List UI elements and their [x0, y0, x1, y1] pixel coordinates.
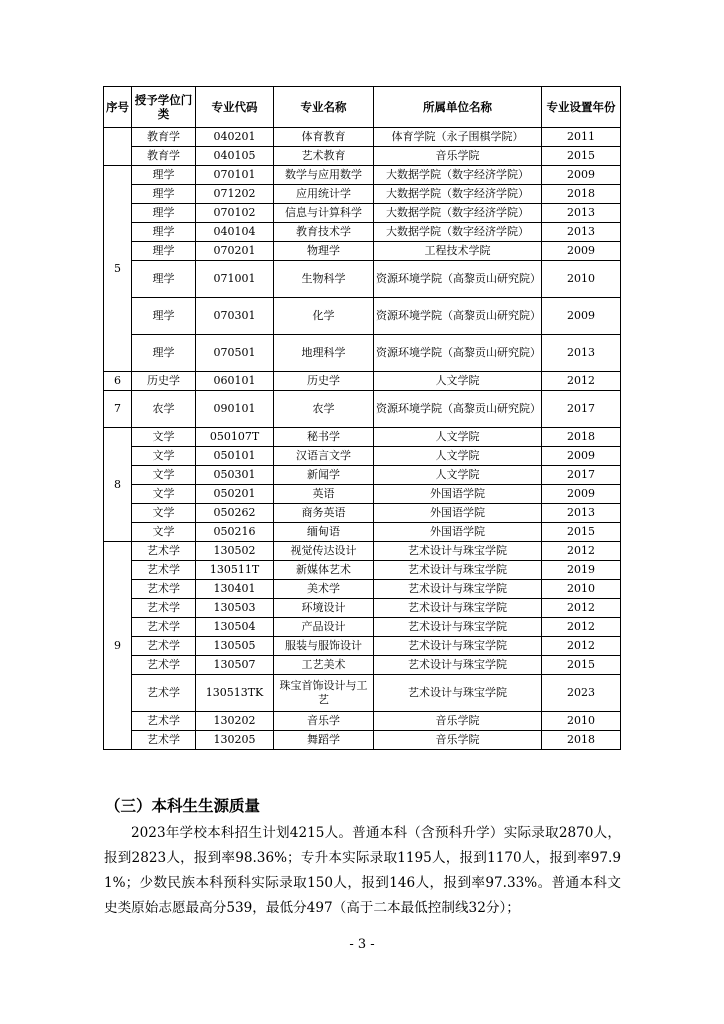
cell-year: 2009	[542, 298, 621, 335]
cell-seq: 6	[104, 372, 132, 391]
cell-unit-name: 人文学院	[374, 447, 542, 466]
cell-major-name: 秘书学	[274, 428, 374, 447]
cell-unit-name: 大数据学院（数字经济学院）	[374, 204, 542, 223]
cell-year: 2010	[542, 261, 621, 298]
table-row	[104, 185, 621, 204]
cell-unit-name: 艺术设计与珠宝学院	[374, 599, 542, 618]
cell-year: 2015	[542, 656, 621, 675]
header-seq: 序号	[104, 87, 132, 128]
cell-year: 2012	[542, 618, 621, 637]
table-body	[104, 128, 621, 750]
cell-degree-category: 历史学	[132, 372, 196, 391]
cell-unit-name: 艺术设计与珠宝学院	[374, 675, 542, 712]
cell-degree-category: 文学	[132, 466, 196, 485]
table-row	[104, 712, 621, 731]
cell-major-code: 130205	[196, 731, 274, 750]
header-year-established: 专业设置年份	[542, 87, 621, 128]
table-row	[104, 372, 621, 391]
table-row	[104, 447, 621, 466]
cell-major-name: 新媒体艺术	[274, 561, 374, 580]
table-row	[104, 428, 621, 447]
cell-degree-category: 理学	[132, 298, 196, 335]
cell-year: 2012	[542, 637, 621, 656]
table-row	[104, 261, 621, 298]
cell-major-name: 工艺美术	[274, 656, 374, 675]
cell-degree-category: 艺术学	[132, 542, 196, 561]
cell-unit-name: 工程技术学院	[374, 242, 542, 261]
cell-seq: 5	[104, 166, 132, 372]
cell-degree-category: 理学	[132, 204, 196, 223]
cell-major-code: 071202	[196, 185, 274, 204]
cell-major-code: 130505	[196, 637, 274, 656]
cell-major-name: 音乐学	[274, 712, 374, 731]
section-paragraph: 2023年学校本科招生计划4215人。普通本科（含预科升学）实际录取2870人，报到2823人，报到率98.36%；专升本实际录取1195人，报到1170人，报到率97.91%；少数民族本科预科实际录取150人，报到146人，报到率97.33%。普通本科文史类原始志愿最高分539，最低分497（高于二本最低控制线32分）；	[104, 825, 621, 916]
cell-major-code: 050262	[196, 504, 274, 523]
table-row	[104, 599, 621, 618]
cell-degree-category: 教育学	[132, 147, 196, 166]
cell-major-code: 060101	[196, 372, 274, 391]
cell-unit-name: 艺术设计与珠宝学院	[374, 637, 542, 656]
cell-year: 2017	[542, 466, 621, 485]
table-row	[104, 298, 621, 335]
cell-degree-category: 艺术学	[132, 656, 196, 675]
table-row	[104, 561, 621, 580]
majors-table	[103, 86, 621, 750]
cell-major-code: 070102	[196, 204, 274, 223]
header-unit-name: 所属单位名称	[374, 87, 542, 128]
cell-unit-name: 人文学院	[374, 428, 542, 447]
cell-major-code: 130401	[196, 580, 274, 599]
cell-major-name: 新闻学	[274, 466, 374, 485]
cell-unit-name: 音乐学院	[374, 731, 542, 750]
table-row	[104, 618, 621, 637]
cell-major-code: 050301	[196, 466, 274, 485]
cell-year: 2013	[542, 204, 621, 223]
cell-year: 2013	[542, 504, 621, 523]
cell-major-name: 产品设计	[274, 618, 374, 637]
cell-major-name: 生物科学	[274, 261, 374, 298]
page-number: - 3 -	[349, 937, 375, 952]
cell-degree-category: 理学	[132, 185, 196, 204]
cell-unit-name: 资源环境学院（高黎贡山研究院）	[374, 298, 542, 335]
cell-major-code: 130202	[196, 712, 274, 731]
cell-unit-name: 艺术设计与珠宝学院	[374, 618, 542, 637]
cell-major-code: 050201	[196, 485, 274, 504]
cell-unit-name: 体育学院（永子围棋学院）	[374, 128, 542, 147]
table-row	[104, 675, 621, 712]
cell-unit-name: 外国语学院	[374, 485, 542, 504]
header-major-name: 专业名称	[274, 87, 374, 128]
cell-unit-name: 资源环境学院（高黎贡山研究院）	[374, 335, 542, 372]
cell-degree-category: 艺术学	[132, 731, 196, 750]
cell-major-name: 地理科学	[274, 335, 374, 372]
cell-unit-name: 音乐学院	[374, 147, 542, 166]
cell-degree-category: 文学	[132, 504, 196, 523]
cell-year: 2010	[542, 712, 621, 731]
cell-seq: 9	[104, 542, 132, 750]
cell-unit-name: 外国语学院	[374, 504, 542, 523]
cell-year: 2010	[542, 580, 621, 599]
cell-degree-category: 艺术学	[132, 580, 196, 599]
cell-major-code: 050107T	[196, 428, 274, 447]
cell-degree-category: 文学	[132, 428, 196, 447]
table-row	[104, 523, 621, 542]
cell-major-code: 040104	[196, 223, 274, 242]
cell-major-name: 信息与计算科学	[274, 204, 374, 223]
table-row	[104, 542, 621, 561]
cell-year: 2009	[542, 166, 621, 185]
cell-major-name: 化学	[274, 298, 374, 335]
cell-degree-category: 文学	[132, 447, 196, 466]
table-row	[104, 580, 621, 599]
table-row	[104, 147, 621, 166]
cell-year: 2018	[542, 731, 621, 750]
cell-major-name: 物理学	[274, 242, 374, 261]
cell-degree-category: 理学	[132, 166, 196, 185]
table-row	[104, 466, 621, 485]
cell-major-name: 美术学	[274, 580, 374, 599]
section-heading: （三）本科生生源质量	[105, 797, 261, 815]
cell-year: 2017	[542, 391, 621, 428]
cell-degree-category: 理学	[132, 335, 196, 372]
cell-major-name: 珠宝首饰设计与工艺	[274, 675, 374, 712]
cell-unit-name: 人文学院	[374, 466, 542, 485]
cell-year: 2018	[542, 185, 621, 204]
header-major-code: 专业代码	[196, 87, 274, 128]
cell-major-code: 130502	[196, 542, 274, 561]
table-row	[104, 656, 621, 675]
cell-major-code: 040105	[196, 147, 274, 166]
cell-year: 2012	[542, 599, 621, 618]
table-row	[104, 391, 621, 428]
cell-unit-name: 艺术设计与珠宝学院	[374, 656, 542, 675]
table-row	[104, 504, 621, 523]
cell-unit-name: 艺术设计与珠宝学院	[374, 542, 542, 561]
cell-degree-category: 艺术学	[132, 561, 196, 580]
table-row	[104, 242, 621, 261]
cell-major-name: 舞蹈学	[274, 731, 374, 750]
cell-year: 2011	[542, 128, 621, 147]
table-row	[104, 128, 621, 147]
cell-degree-category: 农学	[132, 391, 196, 428]
cell-unit-name: 资源环境学院（高黎贡山研究院）	[374, 391, 542, 428]
cell-degree-category: 艺术学	[132, 618, 196, 637]
cell-major-code: 071001	[196, 261, 274, 298]
cell-degree-category: 艺术学	[132, 599, 196, 618]
cell-major-code: 070101	[196, 166, 274, 185]
cell-major-name: 缅甸语	[274, 523, 374, 542]
cell-major-name: 历史学	[274, 372, 374, 391]
cell-unit-name: 大数据学院（数字经济学院）	[374, 185, 542, 204]
cell-seq	[104, 128, 132, 166]
cell-major-code: 130504	[196, 618, 274, 637]
cell-year: 2009	[542, 242, 621, 261]
cell-unit-name: 人文学院	[374, 372, 542, 391]
table-row	[104, 223, 621, 242]
cell-degree-category: 理学	[132, 261, 196, 298]
cell-major-name: 教育技术学	[274, 223, 374, 242]
cell-degree-category: 艺术学	[132, 712, 196, 731]
cell-major-code: 130507	[196, 656, 274, 675]
cell-year: 2012	[542, 542, 621, 561]
cell-major-name: 数学与应用数学	[274, 166, 374, 185]
cell-seq: 7	[104, 391, 132, 428]
cell-unit-name: 艺术设计与珠宝学院	[374, 580, 542, 599]
cell-unit-name: 资源环境学院（高黎贡山研究院）	[374, 261, 542, 298]
table-row	[104, 335, 621, 372]
cell-year: 2013	[542, 223, 621, 242]
cell-unit-name: 艺术设计与珠宝学院	[374, 561, 542, 580]
cell-year: 2015	[542, 147, 621, 166]
table-header-row	[104, 87, 621, 128]
cell-major-name: 汉语言文学	[274, 447, 374, 466]
header-degree-category: 授予学位门类	[132, 87, 196, 128]
cell-major-code: 040201	[196, 128, 274, 147]
cell-major-code: 070201	[196, 242, 274, 261]
cell-major-code: 130513TK	[196, 675, 274, 712]
cell-year: 2019	[542, 561, 621, 580]
cell-major-name: 农学	[274, 391, 374, 428]
cell-year: 2009	[542, 485, 621, 504]
cell-major-name: 服装与服饰设计	[274, 637, 374, 656]
table-row	[104, 731, 621, 750]
cell-major-name: 英语	[274, 485, 374, 504]
cell-year: 2013	[542, 335, 621, 372]
cell-unit-name: 外国语学院	[374, 523, 542, 542]
cell-seq: 8	[104, 428, 132, 542]
cell-degree-category: 理学	[132, 223, 196, 242]
cell-unit-name: 音乐学院	[374, 712, 542, 731]
table-row	[104, 485, 621, 504]
cell-major-code: 090101	[196, 391, 274, 428]
table-row	[104, 204, 621, 223]
cell-major-name: 商务英语	[274, 504, 374, 523]
table-row	[104, 166, 621, 185]
cell-major-code: 070501	[196, 335, 274, 372]
cell-year: 2023	[542, 675, 621, 712]
cell-year: 2018	[542, 428, 621, 447]
cell-year: 2009	[542, 447, 621, 466]
cell-major-name: 视觉传达设计	[274, 542, 374, 561]
cell-degree-category: 教育学	[132, 128, 196, 147]
cell-major-name: 艺术教育	[274, 147, 374, 166]
cell-degree-category: 文学	[132, 523, 196, 542]
cell-major-code: 050101	[196, 447, 274, 466]
cell-major-code: 130511T	[196, 561, 274, 580]
cell-major-code: 050216	[196, 523, 274, 542]
cell-major-name: 体育教育	[274, 128, 374, 147]
cell-degree-category: 艺术学	[132, 637, 196, 656]
cell-major-name: 环境设计	[274, 599, 374, 618]
cell-unit-name: 大数据学院（数字经济学院）	[374, 166, 542, 185]
cell-degree-category: 艺术学	[132, 675, 196, 712]
cell-degree-category: 文学	[132, 485, 196, 504]
cell-degree-category: 理学	[132, 242, 196, 261]
cell-major-name: 应用统计学	[274, 185, 374, 204]
cell-unit-name: 大数据学院（数字经济学院）	[374, 223, 542, 242]
table-row	[104, 637, 621, 656]
cell-major-code: 070301	[196, 298, 274, 335]
cell-major-code: 130503	[196, 599, 274, 618]
cell-year: 2015	[542, 523, 621, 542]
cell-year: 2012	[542, 372, 621, 391]
